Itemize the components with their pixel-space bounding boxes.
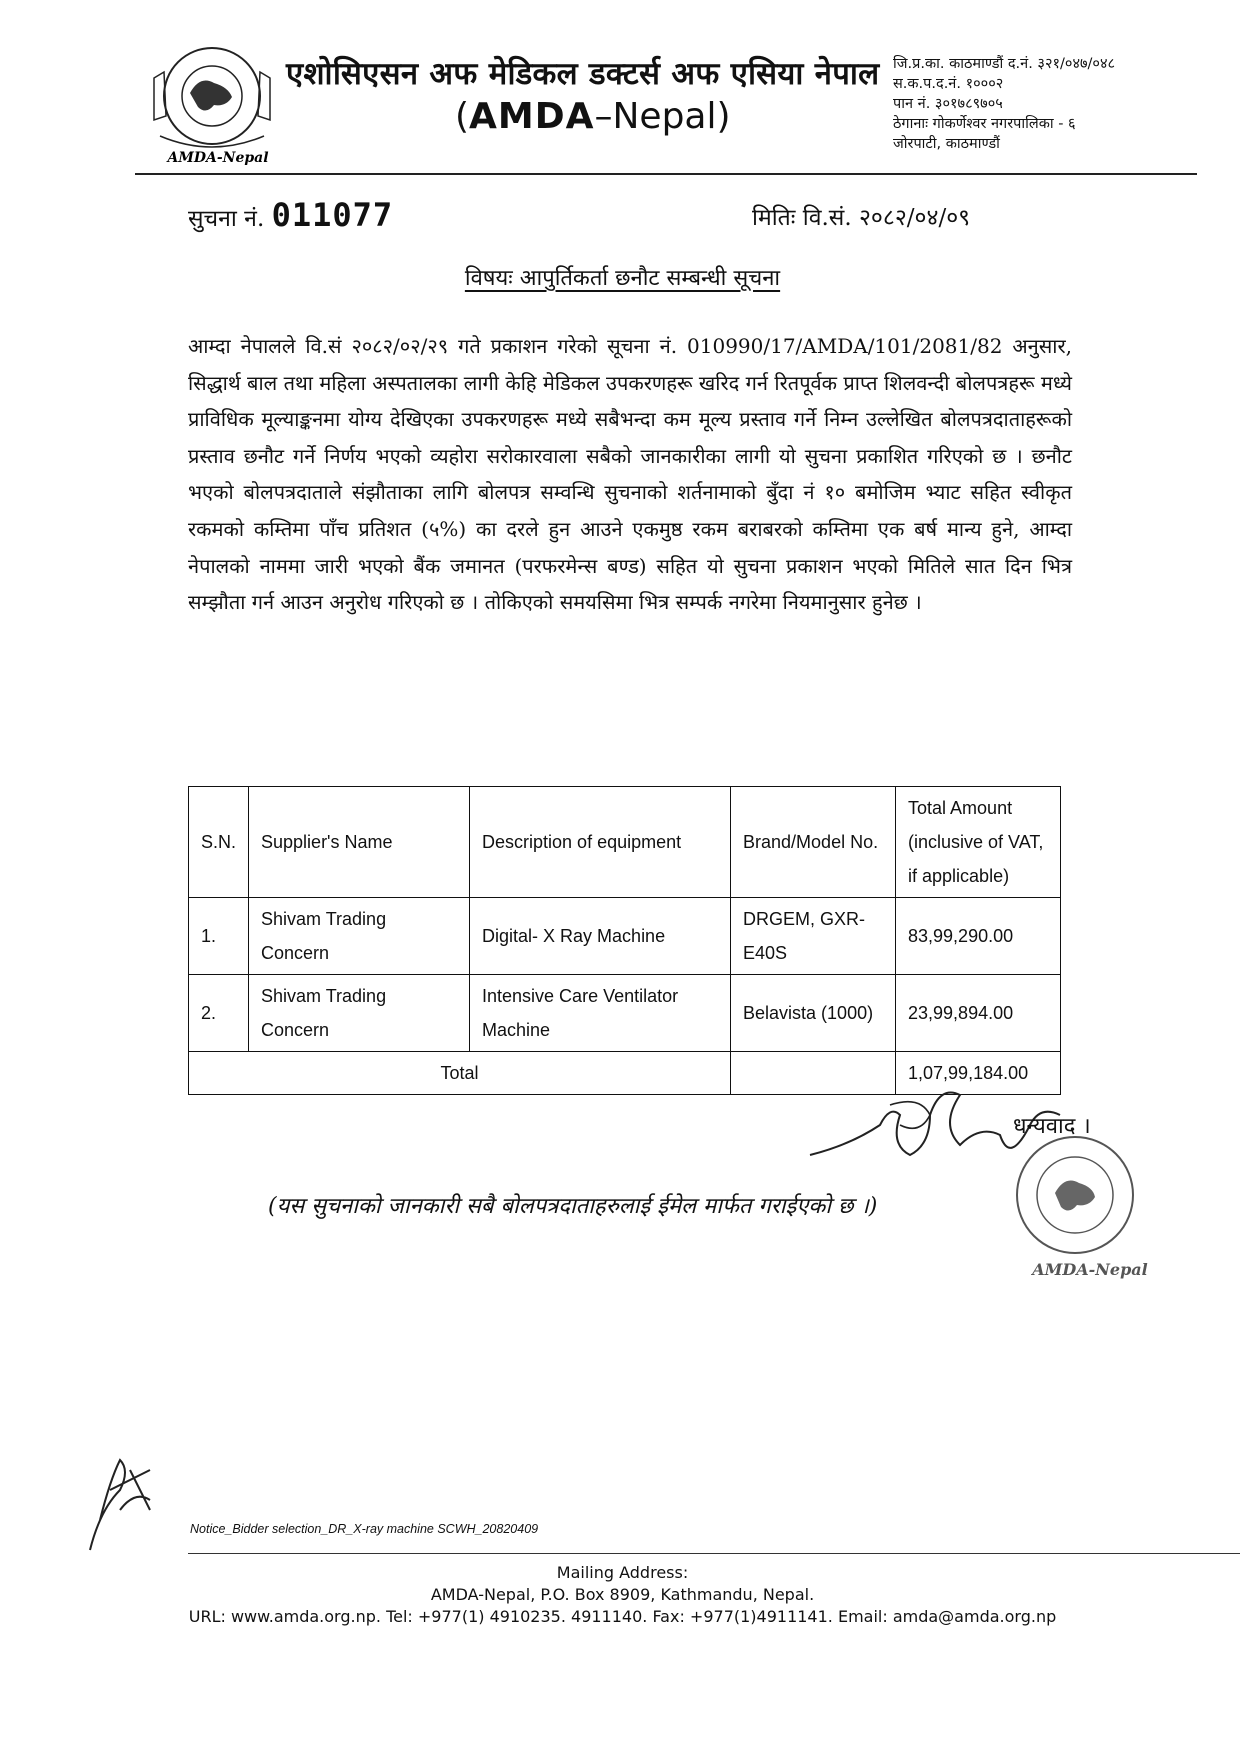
header-sn: S.N. (189, 787, 249, 898)
mailing-address-footer (0, 1562, 1245, 1628)
registration-line: स.क.प.द.नं. १०००२ (893, 76, 1004, 92)
registration-line: जि.प्र.का. काठमाण्डौं द.नं. ३२१/०४७/०४८ (893, 56, 1116, 72)
cell-description: Digital- X Ray Machine (470, 898, 731, 975)
amda-logo (140, 38, 290, 168)
notice-date: मितिः वि.सं. २०८२/०४/०९ (752, 205, 971, 231)
cell-supplier: Shivam Trading Concern (249, 898, 470, 975)
supplier-table (188, 786, 1061, 1095)
contact-line: URL: www.amda.org.np. Tel: +977(1) 4910235. 4911140. Fax: +977(1)4911141. Email: amda@amda.org.np (188, 1607, 1057, 1626)
header-supplier: Supplier's Name (249, 787, 470, 898)
cell-amount: 83,99,290.00 (896, 898, 1061, 975)
cell-brand: Belavista (1000) (731, 975, 896, 1052)
header-brand: Brand/Model No. (731, 787, 896, 898)
header-divider (135, 173, 1197, 175)
registration-line: जोरपाटी, काठमाण्डौं (893, 136, 1000, 152)
registration-details (893, 54, 1115, 154)
table-header-row (189, 787, 1061, 898)
file-reference: Notice_Bidder selection_DR_X-ray machine SCWH_20820409 (190, 1522, 539, 1536)
header-amount: Total Amount (inclusive of VAT, if applicable) (896, 787, 1061, 898)
notice-number-value: 011077 (271, 196, 394, 234)
org-short-name: (AMDA–Nepal) (455, 96, 731, 137)
header-description: Description of equipment (470, 787, 731, 898)
registration-line: ठेगानाः गोकर्णेश्वर नगरपालिका - ६ (893, 116, 1076, 132)
total-label: Total (189, 1052, 731, 1095)
registration-line: पान नं. ३०१७८९७०५ (893, 96, 1003, 112)
footer-divider (188, 1553, 1240, 1554)
email-note: (यस सुचनाको जानकारी सबै बोलपत्रदाताहरुलाई ईमेल मार्फत गराईएको छ ।) (268, 1194, 878, 1219)
cell-supplier: Shivam Trading Concern (249, 975, 470, 1052)
notice-body: आम्दा नेपालले वि.सं २०८२/०२/२९ गते प्रकाशन गरेको सूचना नं. 010990/17/AMDA/101/2081/82 अनुसार, सिद्धार्थ बाल तथा महिला अस्पतालका लागी केहि मेडिकल उपकरणहरू खरिद गर्न रितपूर्वक प्राप्त शिलवन्दी बोलपत्रहरू मध्ये प्राविधिक मूल्याङ्कनमा योग्य देखिएका उपकरणहरू मध्ये सबैभन्दा कम मूल्य प्रस्ताव गर्ने निम्न उल्लेखित बोलपत्रदाताहरूको प्रस्ताव छनौट गर्ने निर्णय भएको व्यहोरा सरोकारवाला सबैको जानकारीका लागी यो सुचना प्रकाशित गरिएको छ । छनौट भएको बोलपत्रदाताले संझौताका लागि बोलपत्र सम्वन्धि सुचनाको शर्तनामाको बुँदा नं १० बमोजिम भ्याट सहित स्वीकृत रकमको कम्तिमा पाँच प्रतिशत (५%) का दरले हुन आउने एकमुष्ठ रकम बराबरको कम्तिमा एक बर्ष मान्य हुने, आम्दा नेपालको नाममा जारी भएको बैंक जमानत (परफरमेन्स बण्ड) सहित यो सुचना प्रकाशन भएको मितिले सात दिन भित्र सम्झौता गर्न आउन अनुरोध गरिएको छ । तोकिएको समयसिमा भित्र सम्पर्क नगरेमा नियमानुसार हुनेछ । (188, 334, 1072, 615)
stamp-text: AMDA-Nepal (1032, 1260, 1148, 1279)
table-row (189, 975, 1061, 1052)
organization-stamp (980, 1125, 1150, 1285)
org-brand: AMDA (469, 96, 595, 137)
mailing-address: AMDA-Nepal, P.O. Box 8909, Kathmandu, Nepal. (430, 1585, 815, 1604)
mailing-label: Mailing Address: (556, 1563, 689, 1582)
cell-description: Intensive Care Ventilator Machine (470, 975, 731, 1052)
cell-sn: 2. (189, 975, 249, 1052)
notice-subject: विषयः आपुर्तिकर्ता छनौट सम्बन्धी सूचना (464, 266, 781, 291)
cell-sn: 1. (189, 898, 249, 975)
table-row (189, 898, 1061, 975)
notice-number: सुचना नं. 011077 (188, 196, 394, 234)
handwritten-initials (70, 1440, 160, 1560)
logo-text: AMDA-Nepal (167, 150, 269, 166)
total-amount: 1,07,99,184.00 (896, 1052, 1061, 1095)
thanks-text: धन्यवाद । (1013, 1114, 1091, 1139)
cell-amount: 23,99,894.00 (896, 975, 1061, 1052)
cell-brand: DRGEM, GXR-E40S (731, 898, 896, 975)
org-name-nepali: एशोसिएसन अफ मेडिकल डक्टर्स अफ एसिया नेपाल (286, 56, 880, 92)
